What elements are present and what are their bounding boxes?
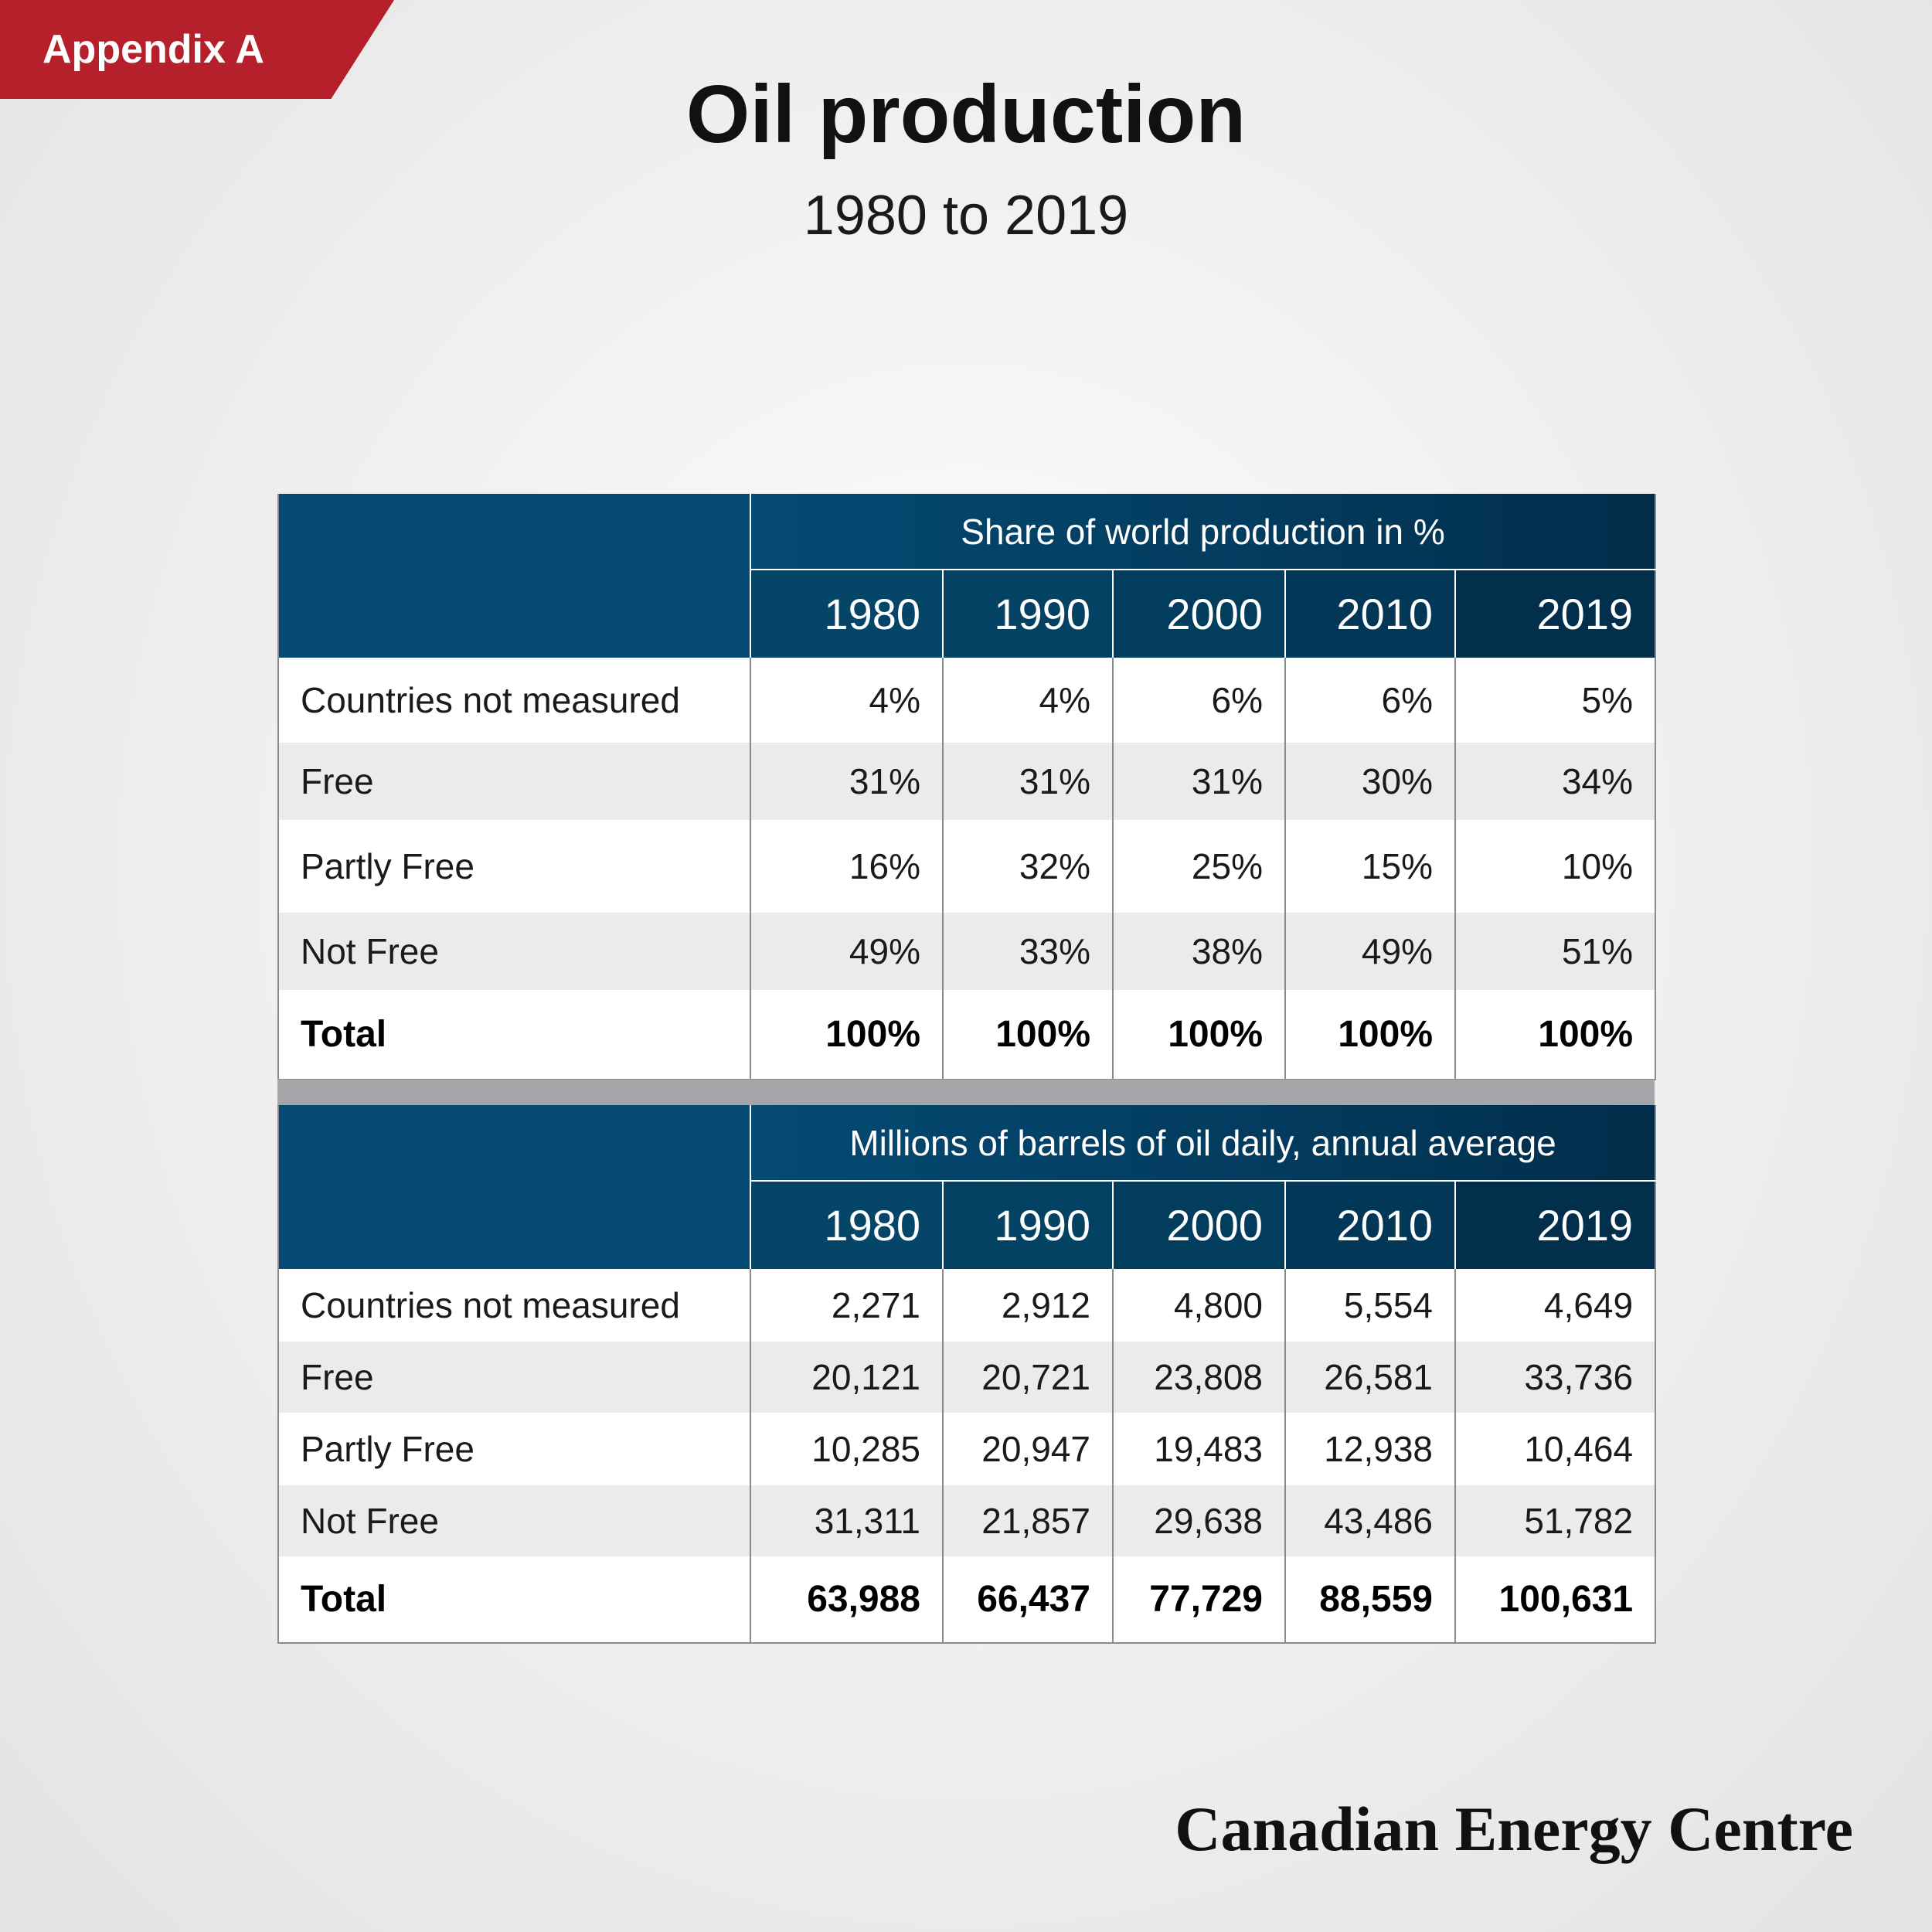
share-col-header: 1990 [943, 570, 1113, 658]
table-cell: 33,736 [1455, 1342, 1655, 1413]
table-row-total [278, 990, 1655, 1080]
table-cell: 38% [1113, 913, 1285, 990]
table-cell: 20,947 [943, 1413, 1113, 1485]
table-row [278, 1342, 1655, 1413]
appendix-tag-label: Appendix A [43, 27, 264, 72]
table-cell: 23,808 [1113, 1342, 1285, 1413]
brand-logo: Canadian Energy Centre [1175, 1794, 1853, 1864]
table-row [278, 913, 1655, 990]
table-row [278, 1485, 1655, 1556]
barrels-col-header: 2019 [1455, 1181, 1655, 1269]
table-row [278, 743, 1655, 820]
barrels-col-header: 2010 [1285, 1181, 1455, 1269]
table-cell: 5% [1455, 658, 1655, 743]
table-cell: 100% [1113, 990, 1285, 1080]
table-row [278, 1413, 1655, 1485]
table-cell: 31% [943, 743, 1113, 820]
row-label: Not Free [278, 1485, 750, 1556]
row-label: Total [278, 990, 750, 1080]
barrels-table [277, 1105, 1656, 1644]
table-cell: 100% [943, 990, 1113, 1080]
table-cell: 20,721 [943, 1342, 1113, 1413]
table-cell: 31,311 [750, 1485, 943, 1556]
table-cell: 2,271 [750, 1269, 943, 1342]
table-cell: 20,121 [750, 1342, 943, 1413]
table-cell: 25% [1113, 820, 1285, 913]
page-subtitle: 1980 to 2019 [803, 185, 1129, 247]
table-cell: 49% [750, 913, 943, 990]
table-cell: 100% [750, 990, 943, 1080]
share-col-header: 1980 [750, 570, 943, 658]
table-cell: 100,631 [1455, 1556, 1655, 1643]
table-cell: 33% [943, 913, 1113, 990]
table-cell: 100% [1285, 990, 1455, 1080]
row-label: Free [278, 743, 750, 820]
row-label: Countries not measured [278, 658, 750, 743]
table-row [278, 820, 1655, 913]
table-cell: 15% [1285, 820, 1455, 913]
table-cell: 4% [750, 658, 943, 743]
table-cell: 21,857 [943, 1485, 1113, 1556]
table-cell: 63,988 [750, 1556, 943, 1643]
table-cell: 51% [1455, 913, 1655, 990]
table-cell: 10,464 [1455, 1413, 1655, 1485]
table-cell: 10% [1455, 820, 1655, 913]
table-cell: 51,782 [1455, 1485, 1655, 1556]
table-cell: 66,437 [943, 1556, 1113, 1643]
row-label: Partly Free [278, 820, 750, 913]
share-table-group-header: Share of world production in % [750, 494, 1655, 570]
row-label: Countries not measured [278, 1269, 750, 1342]
table-cell: 6% [1285, 658, 1455, 743]
barrels-col-header: 2000 [1113, 1181, 1285, 1269]
share-col-header: 2010 [1285, 570, 1455, 658]
table-cell: 4,649 [1455, 1269, 1655, 1342]
table-divider [277, 1080, 1655, 1105]
table-cell: 31% [1113, 743, 1285, 820]
table-cell: 77,729 [1113, 1556, 1285, 1643]
table-cell: 6% [1113, 658, 1285, 743]
table-cell: 34% [1455, 743, 1655, 820]
table-cell: 88,559 [1285, 1556, 1455, 1643]
barrels-table-group-header: Millions of barrels of oil daily, annual average [750, 1105, 1655, 1181]
share-col-header: 2000 [1113, 570, 1285, 658]
table-cell: 29,638 [1113, 1485, 1285, 1556]
share-table-corner [278, 494, 750, 658]
table-cell: 49% [1285, 913, 1455, 990]
table-cell: 43,486 [1285, 1485, 1455, 1556]
barrels-col-header: 1980 [750, 1181, 943, 1269]
row-label: Not Free [278, 913, 750, 990]
table-cell: 30% [1285, 743, 1455, 820]
row-label: Free [278, 1342, 750, 1413]
table-row-total [278, 1556, 1655, 1643]
table-cell: 31% [750, 743, 943, 820]
table-cell: 12,938 [1285, 1413, 1455, 1485]
table-cell: 19,483 [1113, 1413, 1285, 1485]
share-col-header: 2019 [1455, 570, 1655, 658]
table-cell: 4,800 [1113, 1269, 1285, 1342]
table-row [278, 1269, 1655, 1342]
barrels-table-corner [278, 1105, 750, 1269]
table-cell: 2,912 [943, 1269, 1113, 1342]
row-label: Total [278, 1556, 750, 1643]
barrels-col-header: 1990 [943, 1181, 1113, 1269]
table-cell: 16% [750, 820, 943, 913]
page-title: Oil production [685, 69, 1247, 160]
share-table [277, 494, 1656, 1080]
table-cell: 4% [943, 658, 1113, 743]
table-cell: 26,581 [1285, 1342, 1455, 1413]
table-cell: 5,554 [1285, 1269, 1455, 1342]
row-label: Partly Free [278, 1413, 750, 1485]
table-cell: 32% [943, 820, 1113, 913]
table-cell: 100% [1455, 990, 1655, 1080]
table-cell: 10,285 [750, 1413, 943, 1485]
table-row [278, 658, 1655, 743]
